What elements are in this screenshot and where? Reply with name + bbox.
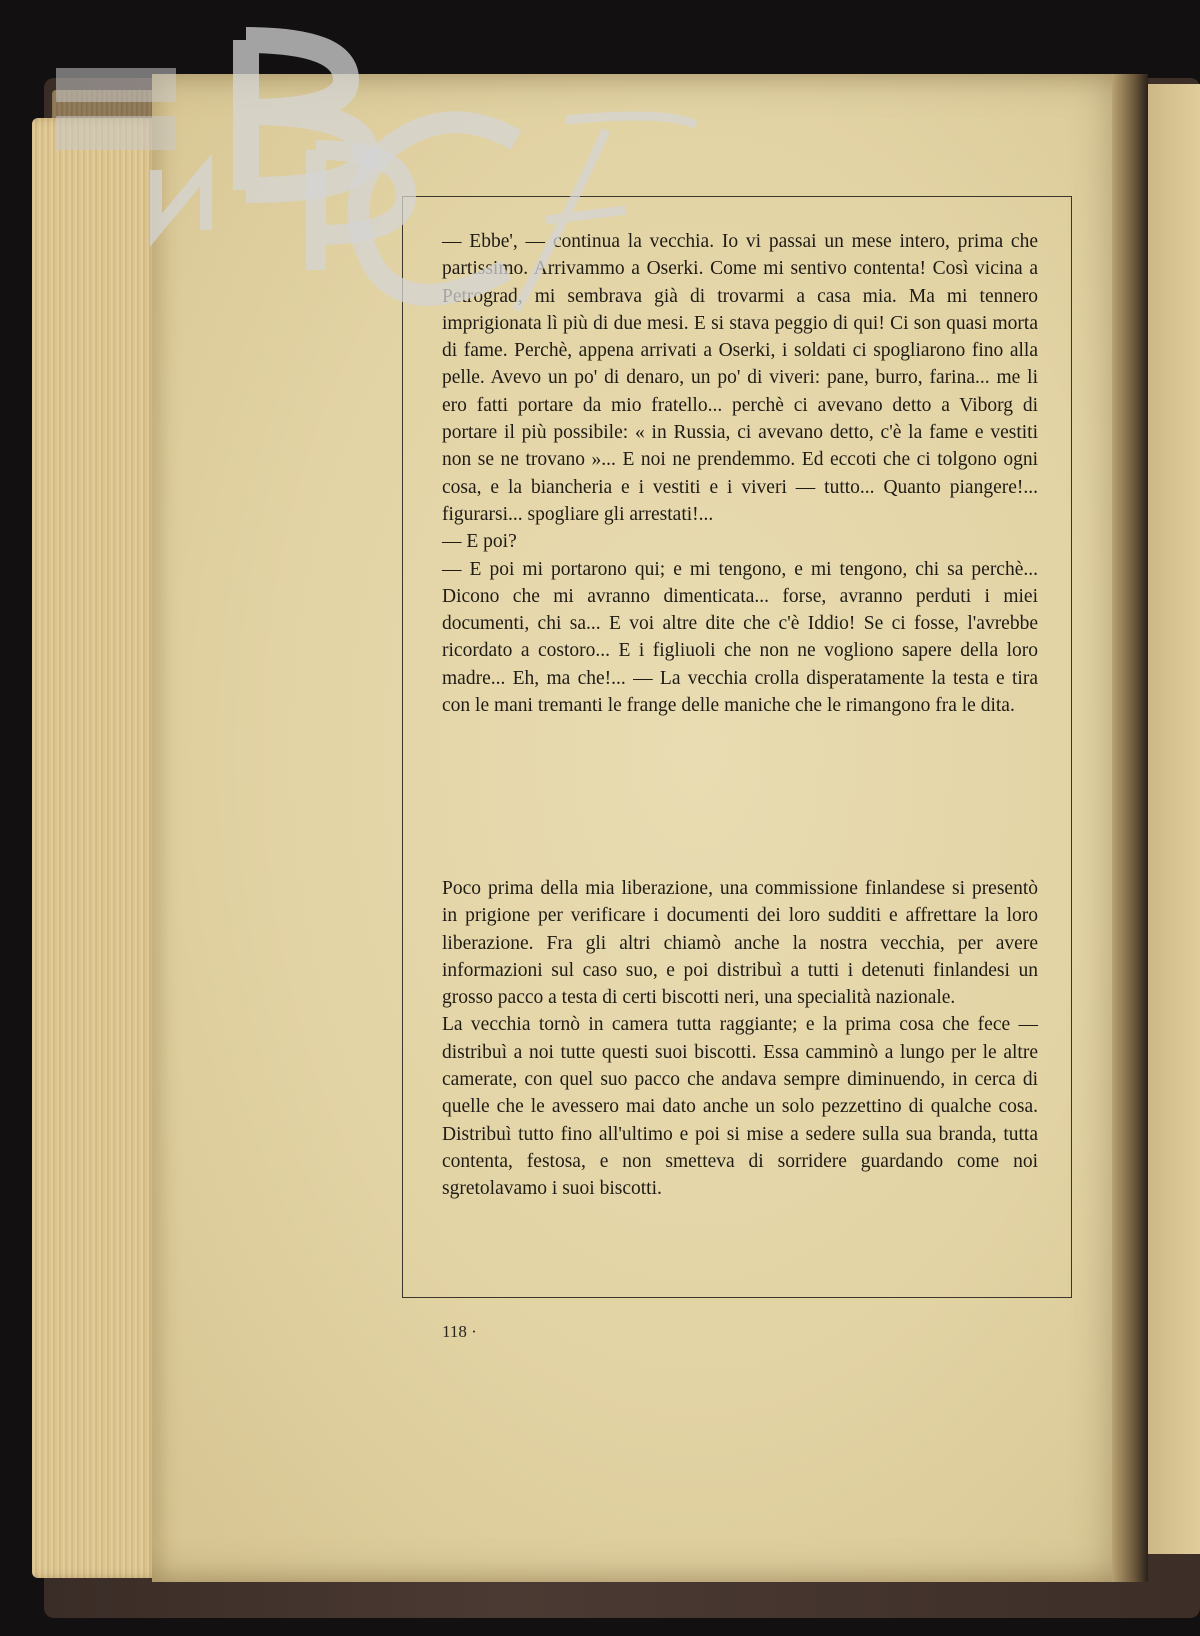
- dialogue-paragraph: — E poi?: [442, 531, 517, 553]
- narrative-paragraph: Poco prima della mia liberazione, una commissione finlandese si presentò in prigione per verificare i documenti dei loro sudditi e affrettare la loro liberazione. Fra gli altri chiamò anche la nostra vecchia, per avere informazioni sul caso suo, e poi distribuì a tutti i detenuti finlandesi un grosso pacco a testa di certi biscotti neri, una specialità nazionale.: [442, 878, 1038, 1009]
- narrative-paragraph: La vecchia tornò in camera tutta raggiante; e la prima cosa che fece — distribuì a noi tutte questi suoi biscotti. Essa camminò a lungo per le altre camerate, con quel suo pacco che andava sempre diminuendo, in cerca di quelle che le avessero mai dato anche un solo pezzettino di qualche cosa. Distribuì tutto fino all'ultimo e poi si mise a sedere sulla sua branda, tutta contenta, festosa, e non smetteva di sorridere guardando come noi sgretolavamo i suoi biscotti.: [442, 1014, 1038, 1200]
- page-stack: [32, 118, 160, 1578]
- narrative-block: [442, 875, 1038, 1203]
- dialogue-block: [442, 228, 1038, 719]
- page-number: 118 ·: [442, 1322, 477, 1341]
- book-gutter: [1112, 74, 1148, 1582]
- dialogue-paragraph: — Ebbe', — continua la vecchia. Io vi passai un mese intero, prima che partissimo. Arrivammo a Oserki. Come mi sentivo contenta! Così vicina a Petrograd, mi sembrava già di trovarmi a casa mia. Ma mi tennero imprigionata lì più di due mesi. E si stava peggio di qui! Ci son quasi morta di fame. Perchè, appena arrivati a Oserki, i soldati ci spogliarono fino alla pelle. Avevo un po' di denaro, un po' di viveri: pane, burro, farina... me li ero fatti portare da mio fratello... perchè ci avevano detto a Viborg di portare il più possibile: « in Russia, ci avevano detto, c'è la fame e vestiti non se ne trovano »... E noi ne prendemmo. Ed eccoti che ci tolgono ogni cosa, e la biancheria e i vestiti e i viveri — tutto... Quanto piangere!... figurarsi... spogliare gli arrestati!...: [442, 231, 1038, 525]
- dialogue-paragraph: — E poi mi portarono qui; e mi tengono, e mi tengono, chi sa perchè... Dicono che mi avranno dimenticata... forse, avranno perduti i miei documenti, chi sa... E voi altre dite che c'è Iddio! Se ci fosse, l'avrebbe ricordato a costoro... E i figliuoli che non ne vogliono sapere della loro madre... Eh, ma che!... — La vecchia crolla disperatamente la testa e tira con le mani tremanti le frange delle maniche che le rimangono fra le dita.: [442, 558, 1038, 717]
